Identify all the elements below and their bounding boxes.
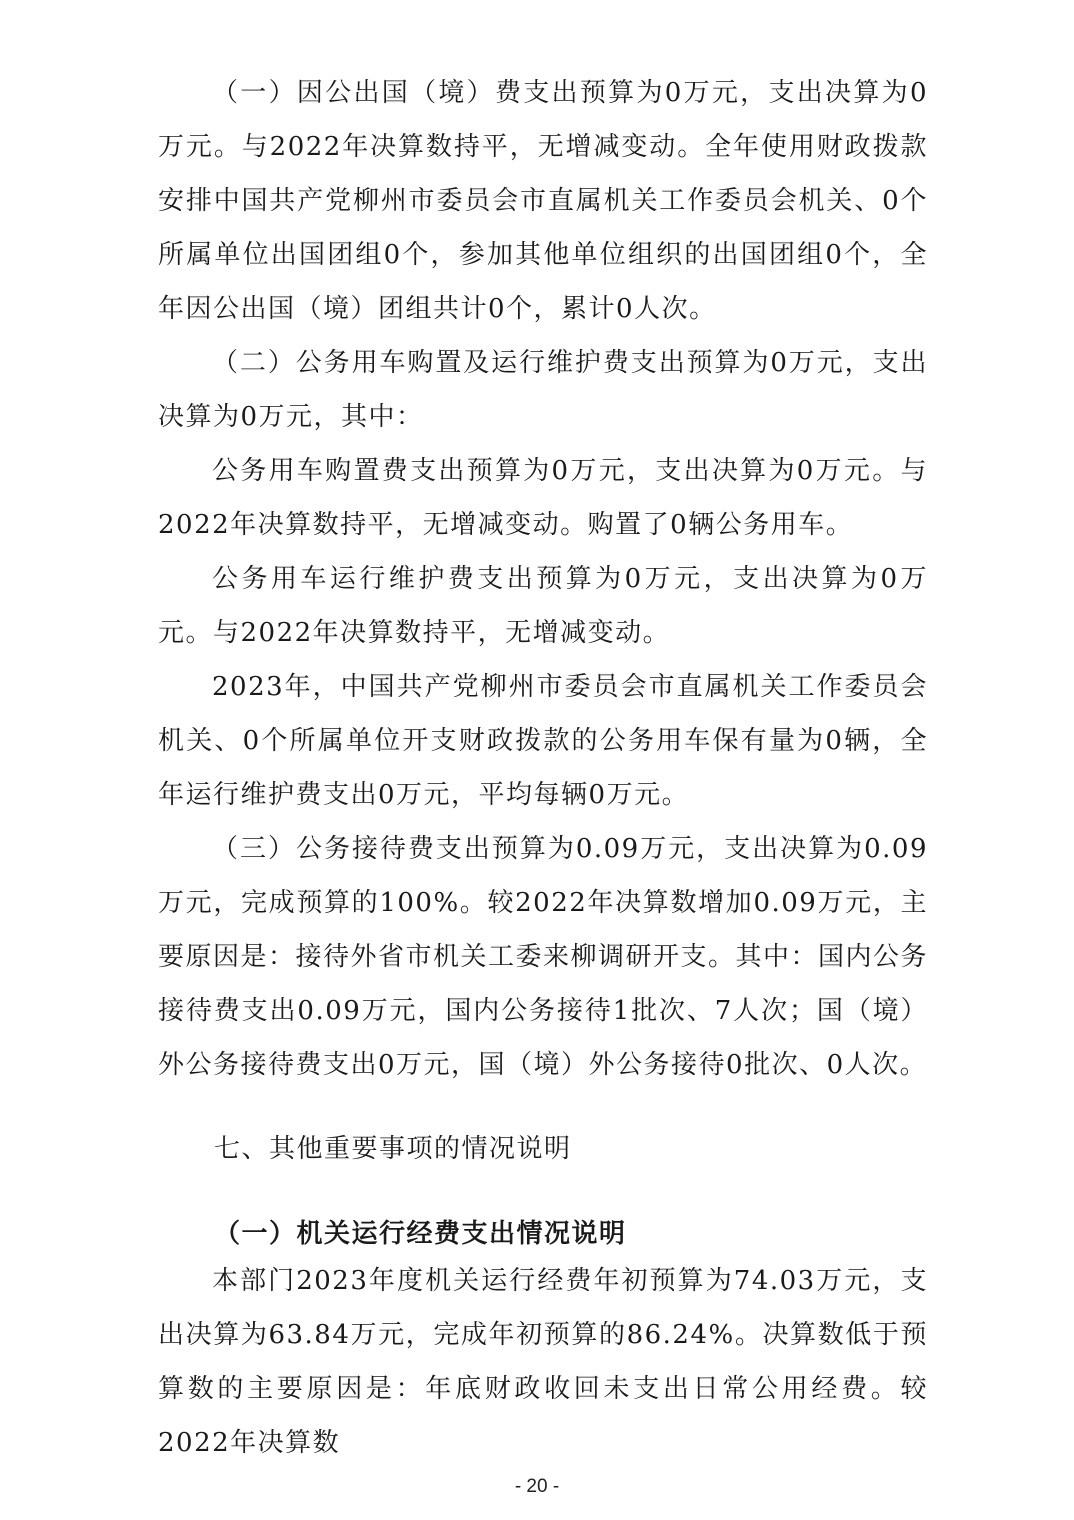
paragraph-vehicle-purchase: 公务用车购置费支出预算为0万元，支出决算为0万元。与2022年决算数持平，无增减变动。购置了0辆公务用车。: [158, 456, 928, 540]
section-heading: 七、其他重要事项的情况说明: [214, 1134, 572, 1164]
paragraph-vehicle-maintenance: 公务用车运行维护费支出预算为0万元，支出决算为0万元。与2022年决算数持平，无增减变动。: [158, 564, 928, 648]
paragraph-vehicle-summary: （二）公务用车购置及运行维护费支出预算为0万元，支出决算为0万元，其中：: [158, 348, 928, 432]
paragraph-operating-expenses: 本部门2023年度机关运行经费年初预算为74.03万元，支出决算为63.84万元，完成年初预算的86.24%。决算数低于预算数的主要原因是：年底财政收回未支出日常公用经费。较2022年决算数: [158, 1266, 928, 1458]
paragraph-overseas-travel: （一）因公出国（境）费支出预算为0万元，支出决算为0万元。与2022年决算数持平，无增减变动。全年使用财政拨款安排中国共产党柳州市委员会市直属机关工作委员会机关、0个所属单位出国团组0个，参加其他单位组织的出国团组0个，全年因公出国（境）团组共计0个，累计0人次。: [158, 78, 928, 324]
subsection-heading: （一）机关运行经费支出情况说明: [214, 1219, 627, 1249]
page-number: - 20 -: [514, 1476, 560, 1497]
paragraph-vehicle-holdings: 2023年，中国共产党柳州市委员会市直属机关工作委员会机关、0个所属单位开支财政拨款的公务用车保有量为0辆，全年运行维护费支出0万元，平均每辆0万元。: [158, 672, 928, 810]
paragraph-reception: （三）公务接待费支出预算为0.09万元，支出决算为0.09万元，完成预算的100%。较2022年决算数增加0.09万元，主要原因是：接待外省市机关工委来柳调研开支。其中：国内公务接待费支出0.09万元，国内公务接待1批次、7人次；国（境）外公务接待费支出0万元，国（境）外公务接待0批次、0人次。: [158, 834, 929, 1080]
